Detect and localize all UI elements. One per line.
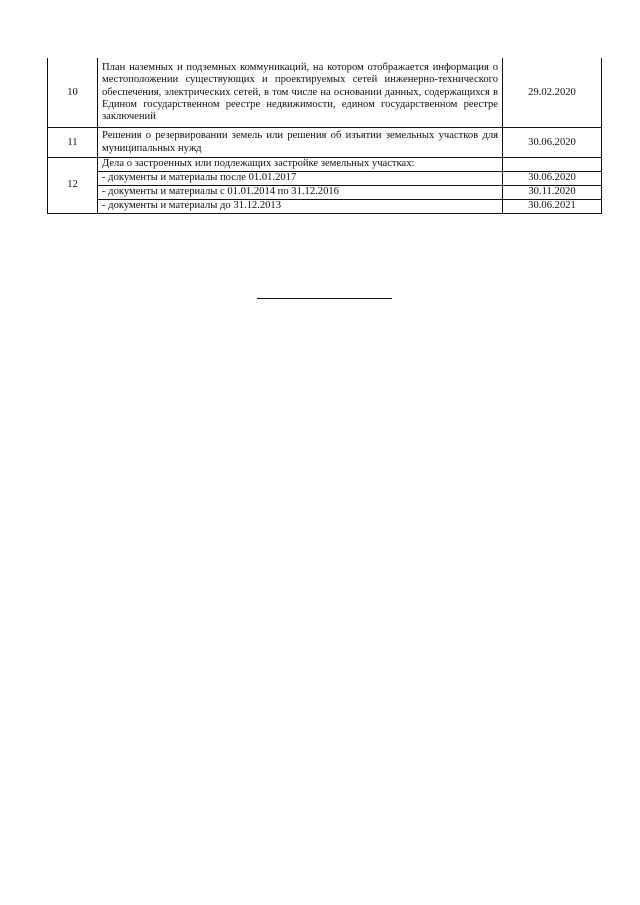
footnote-separator-line [257,298,392,299]
table-row [48,58,602,128]
table-row [48,128,602,158]
deadlines-table [47,58,602,214]
table-subrow [48,200,602,214]
subrow-description: - документы и материалы после 01.01.2017 [98,172,503,186]
row-deadline: 30.06.2020 [503,128,602,158]
row-deadline: 29.02.2020 [503,58,602,128]
table-row [48,158,602,172]
subrow-description: - документы и материалы до 31.12.2013 [98,200,503,214]
row-number: 11 [48,128,98,158]
row-number: 12 [48,158,98,214]
subrow-deadline: 30.11.2020 [503,186,602,200]
row-number: 10 [48,58,98,128]
row-deadline [503,158,602,172]
row-description: План наземных и подземных коммуникаций, на котором отображается информация о местоположении существующих и проектируемых сетей инженерно-технического обеспечения, электрических сетей, в том числе на основании данных, содержащихся в Едином государственном реестре недвижимости, едином государственном реестре заключений [98,58,503,128]
subrow-deadline: 30.06.2021 [503,200,602,214]
row-description: Дела о застроенных или подлежащих застройке земельных участках: [98,158,503,172]
subrow-description: - документы и материалы с 01.01.2014 по 31.12.2016 [98,186,503,200]
subrow-deadline: 30.06.2020 [503,172,602,186]
table-subrow [48,186,602,200]
row-description: Решения о резервировании земель или решения об изъятии земельных участков для муниципальных нужд [98,128,503,158]
table-subrow [48,172,602,186]
